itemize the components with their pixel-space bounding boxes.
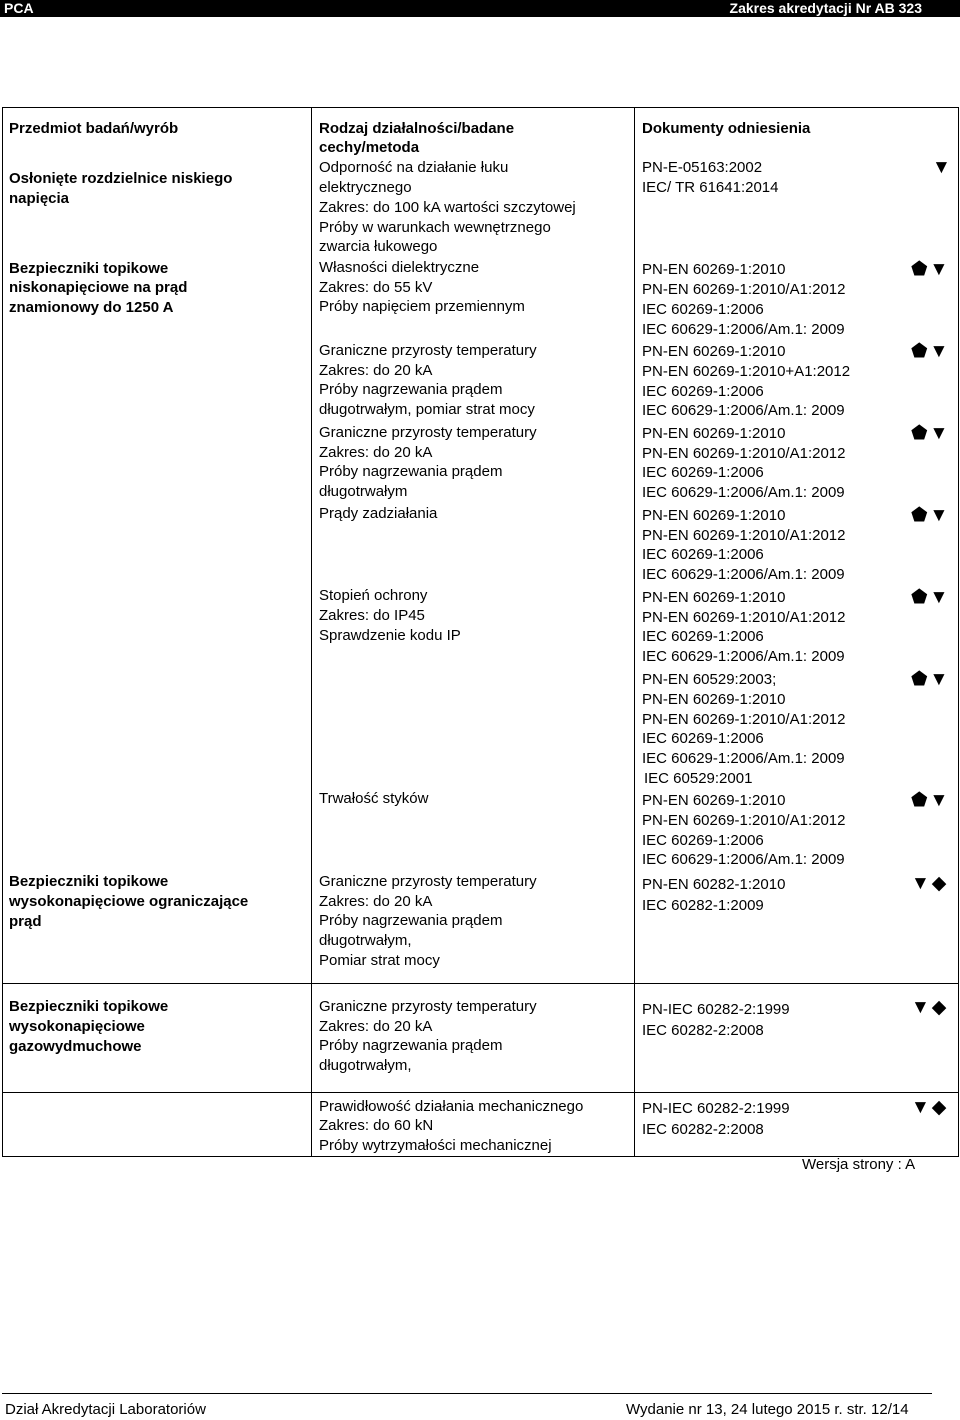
row-divider: [2, 983, 959, 984]
product-line: Bezpieczniki topikowe: [9, 873, 169, 890]
document-line: PN-EN 60269-1:2010/A1:2012: [642, 527, 846, 544]
document-line: PN-EN 60269-1:2010: [642, 507, 786, 524]
document-line: IEC 60282-1:2009: [642, 897, 764, 914]
method-marks-icon: ▼◆: [911, 1097, 949, 1118]
document-line: PN-EN 60269-1:2010: [642, 343, 786, 360]
document-line: PN-EN 60269-1:2010: [642, 425, 786, 442]
product-line: Bezpieczniki topikowe: [9, 998, 169, 1015]
activity-line: zwarcia łukowego: [319, 238, 438, 255]
document-line: IEC 60269-1:2006: [642, 383, 764, 400]
method-marks-icon: ⬟▼: [911, 423, 951, 444]
document-line: PN-EN 60269-1:2010+A1:2012: [642, 363, 851, 380]
product-line: napięcia: [9, 190, 70, 207]
method-marks-icon: ⬟▼: [911, 259, 951, 280]
activity-line: Graniczne przyrosty temperatury: [319, 873, 537, 890]
footer-department: Dział Akredytacji Laboratoriów: [5, 1401, 206, 1418]
header-org: PCA: [4, 0, 34, 16]
document-line: PN-EN 60269-1:2010: [642, 691, 786, 708]
activity-line: Próby nagrzewania prądem: [319, 912, 503, 929]
activity-line: Graniczne przyrosty temperatury: [319, 998, 537, 1015]
activity-line: Próby napięciem przemiennym: [319, 298, 525, 315]
activity-line: Prawidłowość działania mechanicznego: [319, 1098, 584, 1115]
activity-line: Zakres: do IP45: [319, 607, 425, 624]
document-line: IEC 60269-1:2006: [642, 628, 764, 645]
header-activity-1: Rodzaj działalności/badane: [319, 120, 515, 137]
document-line: IEC 60269-1:2006: [642, 730, 764, 747]
activity-line: Próby nagrzewania prądem: [319, 463, 503, 480]
activity-line: Zakres: do 60 kN: [319, 1117, 434, 1134]
method-marks-icon: ▼: [932, 157, 953, 178]
column-divider: [311, 107, 312, 1157]
activity-line: Prądy zadziałania: [319, 505, 438, 522]
method-marks-icon: ⬟▼: [911, 669, 951, 690]
method-marks-icon: ⬟▼: [911, 505, 951, 526]
document-line: PN-EN 60269-1:2010/A1:2012: [642, 281, 846, 298]
product-line: Bezpieczniki topikowe: [9, 260, 169, 277]
activity-line: Zakres: do 20 kA: [319, 1018, 433, 1035]
page-header: [0, 0, 960, 17]
document-line: IEC 60629-1:2006/Am.1: 2009: [642, 321, 845, 338]
page-version: Wersja strony : A: [802, 1156, 916, 1173]
document-line: IEC 60269-1:2006: [642, 546, 764, 563]
product-line: prąd: [9, 913, 42, 930]
product-line: znamionowy do 1250 A: [9, 299, 174, 316]
activity-line: Próby w warunkach wewnętrznego: [319, 219, 551, 236]
document-line: PN-IEC 60282-2:1999: [642, 1001, 790, 1018]
header-activity-2: cechy/metoda: [319, 139, 420, 156]
footer-divider: [2, 1393, 932, 1394]
document-line: PN-EN 60282-1:2010: [642, 876, 786, 893]
document-line: IEC 60269-1:2006: [642, 464, 764, 481]
product-line: Osłonięte rozdzielnice niskiego: [9, 170, 233, 187]
footer-edition: Wydanie nr 13, 24 lutego 2015 r. str. 12/14: [626, 1401, 909, 1418]
document-line: IEC 60629-1:2006/Am.1: 2009: [642, 402, 845, 419]
document-line: IEC 60629-1:2006/Am.1: 2009: [642, 851, 845, 868]
product-line: wysokonapięciowe: [9, 1018, 145, 1035]
header-documents: Dokumenty odniesienia: [642, 120, 811, 137]
activity-line: długotrwałym: [319, 483, 408, 500]
method-marks-icon: ⬟▼: [911, 587, 951, 608]
document-line: IEC 60269-1:2006: [642, 832, 764, 849]
product-line: niskonapięciowe na prąd: [9, 279, 188, 296]
document-line: IEC 60629-1:2006/Am.1: 2009: [642, 750, 845, 767]
document-line: IEC 60269-1:2006: [642, 301, 764, 318]
method-marks-icon: ▼◆: [911, 997, 949, 1018]
activity-line: długotrwałym, pomiar strat mocy: [319, 401, 535, 418]
activity-line: Pomiar strat mocy: [319, 952, 440, 969]
document-line: PN-EN 60269-1:2010/A1:2012: [642, 711, 846, 728]
activity-line: Próby nagrzewania prądem: [319, 1037, 503, 1054]
document-line: IEC 60282-2:2008: [642, 1121, 764, 1138]
activity-line: Zakres: do 55 kV: [319, 279, 433, 296]
activity-line: Sprawdzenie kodu IP: [319, 627, 461, 644]
activity-line: długotrwałym,: [319, 932, 412, 949]
activity-line: Trwałość styków: [319, 790, 429, 807]
document-line: IEC 60629-1:2006/Am.1: 2009: [642, 648, 845, 665]
header-object: Przedmiot badań/wyrób: [9, 120, 179, 137]
method-marks-icon: ⬟▼: [911, 790, 951, 811]
activity-line: Zakres: do 100 kA wartości szczytowej: [319, 199, 576, 216]
document-line: PN-E-05163:2002: [642, 159, 763, 176]
document-line: IEC 60282-2:2008: [642, 1022, 764, 1039]
document-line: PN-EN 60269-1:2010: [642, 792, 786, 809]
header-title: Zakres akredytacji Nr AB 323: [729, 0, 922, 16]
document-line: IEC 60629-1:2006/Am.1: 2009: [642, 566, 845, 583]
document-line: PN-EN 60269-1:2010/A1:2012: [642, 445, 846, 462]
activity-line: Graniczne przyrosty temperatury: [319, 342, 537, 359]
product-line: gazowydmuchowe: [9, 1038, 142, 1055]
activity-line: Zakres: do 20 kA: [319, 362, 433, 379]
activity-line: elektrycznego: [319, 179, 412, 196]
column-divider: [634, 107, 635, 1157]
activity-line: długotrwałym,: [319, 1057, 412, 1074]
activity-line: Próby nagrzewania prądem: [319, 381, 503, 398]
activity-line: Graniczne przyrosty temperatury: [319, 424, 537, 441]
product-line: wysokonapięciowe ograniczające: [9, 893, 249, 910]
method-marks-icon: ▼◆: [911, 873, 949, 894]
document-line: PN-EN 60269-1:2010: [642, 261, 786, 278]
document-line: PN-EN 60269-1:2010/A1:2012: [642, 609, 846, 626]
document-line: PN-EN 60269-1:2010/A1:2012: [642, 812, 846, 829]
document-line: PN-EN 60529:2003;: [642, 671, 777, 688]
method-marks-icon: ⬟▼: [911, 341, 951, 362]
document-line: IEC/ TR 61641:2014: [642, 179, 779, 196]
activity-line: Zakres: do 20 kA: [319, 444, 433, 461]
activity-line: Stopień ochrony: [319, 587, 428, 604]
document-line: IEC 60629-1:2006/Am.1: 2009: [642, 484, 845, 501]
activity-line: Własności dielektryczne: [319, 259, 480, 276]
activity-line: Próby wytrzymałości mechanicznej: [319, 1137, 552, 1154]
activity-line: Odporność na działanie łuku: [319, 159, 509, 176]
document-line: IEC 60529:2001: [644, 770, 753, 787]
document-line: PN-IEC 60282-2:1999: [642, 1100, 790, 1117]
document-line: PN-EN 60269-1:2010: [642, 589, 786, 606]
row-divider: [2, 1092, 959, 1093]
activity-line: Zakres: do 20 kA: [319, 893, 433, 910]
